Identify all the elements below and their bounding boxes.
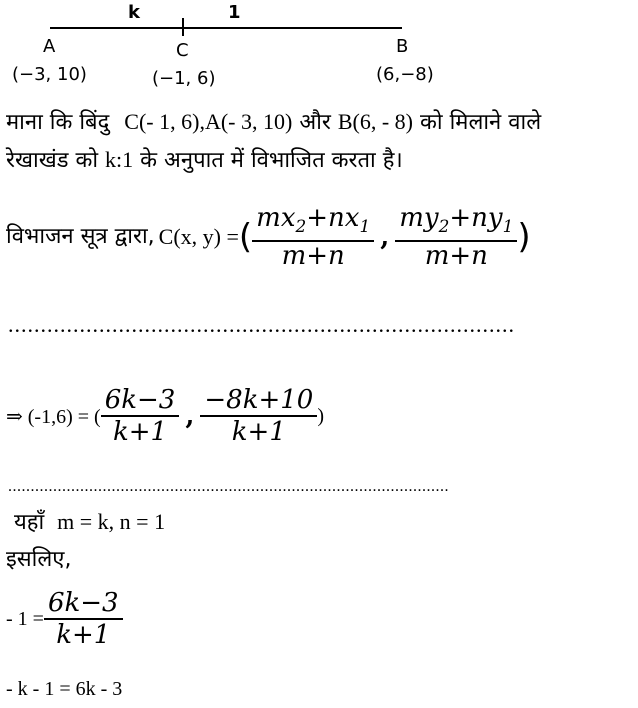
fraction-y: $\frac{my_2+ny_1}{m+n}$ <box>395 204 517 270</box>
therefore-line: इसलिए, <box>6 547 72 572</box>
statement-text-end: को मिलाने वाले <box>420 110 542 135</box>
comma: , <box>380 222 390 252</box>
point-b-label: B <box>396 36 409 57</box>
fraction-x: $\frac{mx_2+nx_1}{m+n}$ <box>252 204 374 270</box>
coord-a-label: (−3, 10) <box>12 64 87 85</box>
ratio-k-label: k <box>128 2 140 23</box>
step-1-lhs: ⇒ (-1,6) = ( <box>6 405 101 428</box>
coord-c-label: (−1, 6) <box>152 68 216 89</box>
statement-line-1 <box>6 108 541 137</box>
ratio-text: k:1 <box>105 147 134 172</box>
point-c-label: C <box>176 40 189 61</box>
segment-ab <box>50 27 402 29</box>
statement-text-2-end: के अनुपात में विभाजित करता है। <box>140 148 403 173</box>
point-a-text: ,A(- 3, 10) <box>199 109 293 134</box>
formula-label: विभाजन सूत्र द्वारा, <box>6 224 155 249</box>
comma-step1: , <box>185 401 195 431</box>
close-paren: ) <box>517 217 531 257</box>
where-line <box>14 508 165 537</box>
fraction-step1-y: $\frac{-8k+10}{k+1}$ <box>200 385 317 447</box>
step-2-lhs: - 1 = <box>6 607 44 630</box>
section-formula <box>6 202 531 272</box>
fraction-step2: $\frac{6k-3}{k+1}$ <box>44 588 123 650</box>
point-b-text: B(6, - 8) <box>337 109 413 134</box>
where-values: m = k, n = 1 <box>57 509 166 534</box>
open-paren: ( <box>238 217 253 257</box>
fraction-step1-x: $\frac{6k-3}{k+1}$ <box>101 385 180 447</box>
tick-c <box>182 18 184 36</box>
step-2-equation <box>6 580 123 658</box>
statement-text: माना कि बिंदु <box>6 110 110 135</box>
point-a-label: A <box>43 36 56 57</box>
formula-point: C(x, y) = <box>158 224 239 249</box>
close-paren-step1: ) <box>317 404 324 427</box>
dotted-separator: .............................................................................. <box>8 312 515 337</box>
statement-line-2 <box>6 146 403 175</box>
conjunction-text: और <box>299 110 331 135</box>
dotted-separator-2: .................................................................................................. <box>8 478 449 495</box>
step-3-equation: - k - 1 = 6k - 3 <box>6 678 123 700</box>
where-label: यहाँ <box>14 510 45 535</box>
coord-b-label: (6,−8) <box>376 64 434 85</box>
ratio-1-label: 1 <box>228 2 241 23</box>
statement-text-2: रेखाखंड को <box>6 148 99 173</box>
step-1-equation <box>6 376 324 456</box>
point-c-text: C(- 1, 6) <box>124 109 200 134</box>
